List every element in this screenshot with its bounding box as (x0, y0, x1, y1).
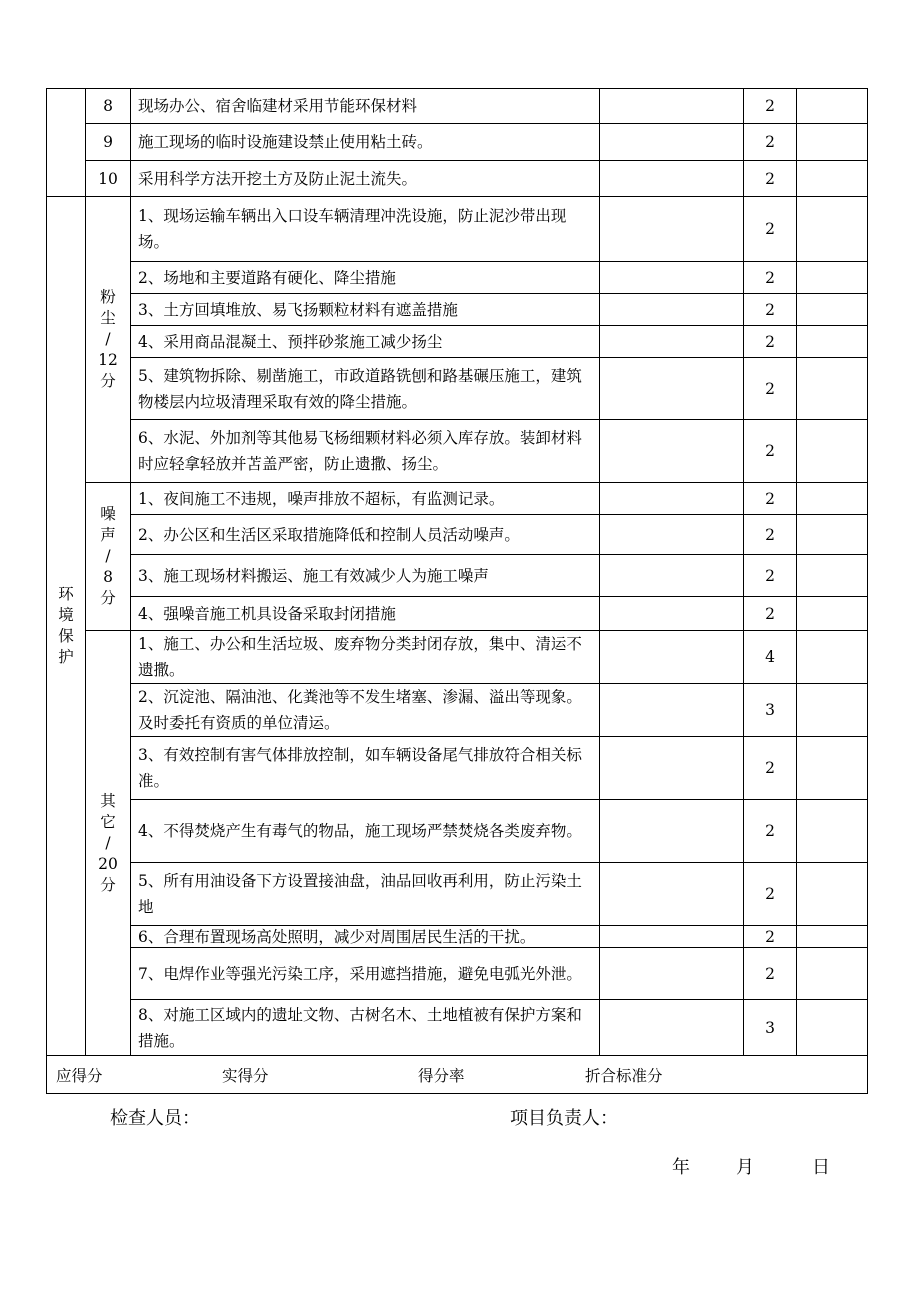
remark-cell (600, 597, 744, 631)
actual-score-cell (797, 483, 868, 515)
date-day-label: 日 (812, 1157, 830, 1178)
score-rate-label: 得分率 (418, 1066, 465, 1085)
inspector-signature-label: 检查人员： (110, 1108, 200, 1129)
remark-cell (600, 1000, 744, 1056)
table-row (47, 631, 868, 684)
item-score: 2 (744, 597, 797, 631)
remark-cell (600, 800, 744, 863)
item-text: 1、现场运输车辆出入口设车辆清理冲洗设施，防止泥沙带出现场。 (131, 197, 600, 262)
item-text: 5、建筑物拆除、剔凿施工，市政道路铣刨和路基碾压施工，建筑物楼层内垃圾清理采取有效的降尘措施。 (131, 358, 600, 420)
item-score: 2 (744, 420, 797, 483)
item-text: 现场办公、宿舍临建材采用节能环保材料 (131, 89, 600, 124)
actual-score-cell (797, 737, 868, 800)
remark-cell (600, 161, 744, 197)
table-row (47, 863, 868, 926)
actual-score-cell (797, 948, 868, 1000)
item-score: 2 (744, 948, 797, 1000)
table-row (47, 262, 868, 294)
summary-row (47, 1056, 868, 1094)
item-score: 2 (744, 294, 797, 326)
item-text: 2、沉淀池、隔油池、化粪池等不发生堵塞、渗漏、溢出等现象。及时委托有资质的单位清运。 (131, 684, 600, 737)
table-row (47, 515, 868, 555)
actual-score-cell (797, 326, 868, 358)
table-row (47, 89, 868, 124)
item-score: 2 (744, 483, 797, 515)
group-label-other: 其 它 / 20 分 (86, 631, 131, 1056)
item-score: 3 (744, 684, 797, 737)
remark-cell (600, 262, 744, 294)
remark-cell (600, 948, 744, 1000)
actual-score-cell (797, 262, 868, 294)
item-score: 2 (744, 358, 797, 420)
item-score: 2 (744, 89, 797, 124)
actual-score-cell (797, 926, 868, 948)
table-row (47, 197, 868, 262)
item-text: 2、场地和主要道路有硬化、降尘措施 (131, 262, 600, 294)
item-score: 4 (744, 631, 797, 684)
actual-score-cell (797, 294, 868, 326)
inspection-table (46, 88, 868, 1094)
item-number: 8 (86, 89, 131, 124)
item-number: 9 (86, 124, 131, 161)
table-row (47, 555, 868, 597)
remark-cell (600, 197, 744, 262)
item-text: 7、电焊作业等强光污染工序，采用遮挡措施，避免电弧光外泄。 (131, 948, 600, 1000)
table-row (47, 948, 868, 1000)
item-text: 3、土方回填堆放、易飞扬颗粒材料有遮盖措施 (131, 294, 600, 326)
item-text: 6、水泥、外加剂等其他易飞杨细颗材料必须入库存放。装卸材料时应轻拿轻放并苫盖严密，防止遗撒、扬尘。 (131, 420, 600, 483)
actual-score-cell (797, 597, 868, 631)
table-row (47, 294, 868, 326)
item-score: 2 (744, 161, 797, 197)
actual-score-cell (797, 800, 868, 863)
table-row (47, 483, 868, 515)
table-row (47, 326, 868, 358)
blank-section-cell (47, 89, 86, 197)
converted-score-label: 折合标准分 (585, 1066, 663, 1085)
table-row (47, 684, 868, 737)
due-score-label: 应得分 (56, 1066, 103, 1085)
remark-cell (600, 294, 744, 326)
actual-score-cell (797, 631, 868, 684)
table-row (47, 597, 868, 631)
actual-score-cell (797, 161, 868, 197)
actual-score-cell (797, 358, 868, 420)
item-score: 2 (744, 737, 797, 800)
actual-score-cell (797, 1000, 868, 1056)
actual-score-cell (797, 124, 868, 161)
actual-score-cell (797, 684, 868, 737)
remark-cell (600, 124, 744, 161)
item-score: 3 (744, 1000, 797, 1056)
item-text: 施工现场的临时设施建设禁止使用粘土砖。 (131, 124, 600, 161)
actual-score-label: 实得分 (222, 1066, 269, 1085)
actual-score-cell (797, 863, 868, 926)
remark-cell (600, 515, 744, 555)
remark-cell (600, 737, 744, 800)
actual-score-cell (797, 420, 868, 483)
remark-cell (600, 555, 744, 597)
group-label-dust: 粉 尘 / 12 分 (86, 197, 131, 483)
item-text: 4、采用商品混凝土、预拌砂浆施工减少扬尘 (131, 326, 600, 358)
item-score: 2 (744, 863, 797, 926)
item-score: 2 (744, 124, 797, 161)
item-text: 3、有效控制有害气体排放控制，如车辆设备尾气排放符合相关标准。 (131, 737, 600, 800)
actual-score-cell (797, 197, 868, 262)
remark-cell (600, 863, 744, 926)
remark-cell (600, 420, 744, 483)
date-year-label: 年 (672, 1157, 690, 1178)
item-score: 2 (744, 800, 797, 863)
remark-cell (600, 358, 744, 420)
item-number: 10 (86, 161, 131, 197)
item-text: 4、强噪音施工机具设备采取封闭措施 (131, 597, 600, 631)
item-text: 4、不得焚烧产生有毒气的物品，施工现场严禁焚烧各类废弃物。 (131, 800, 600, 863)
table-row (47, 737, 868, 800)
item-text: 1、夜间施工不违规，噪声排放不超标，有监测记录。 (131, 483, 600, 515)
project-lead-signature-label: 项目负责人： (510, 1108, 618, 1129)
item-score: 2 (744, 926, 797, 948)
item-score: 2 (744, 515, 797, 555)
item-text: 1、施工、办公和生活垃圾、废弃物分类封闭存放，集中、清运不遗撒。 (131, 631, 600, 684)
table-row (47, 124, 868, 161)
table-row (47, 358, 868, 420)
item-score: 2 (744, 326, 797, 358)
item-text: 8、对施工区域内的遗址文物、古树名木、土地植被有保护方案和措施。 (131, 1000, 600, 1056)
item-score: 2 (744, 197, 797, 262)
section-label-environment: 环 境 保 护 (47, 197, 86, 1056)
item-text: 5、所有用油设备下方设置接油盘，油品回收再利用，防止污染土地 (131, 863, 600, 926)
summary-cell (47, 1056, 868, 1094)
table-row (47, 1000, 868, 1056)
item-score: 2 (744, 262, 797, 294)
date-month-label: 月 (736, 1157, 754, 1178)
item-score: 2 (744, 555, 797, 597)
actual-score-cell (797, 89, 868, 124)
remark-cell (600, 926, 744, 948)
item-text: 6、合理布置现场高处照明，减少对周围居民生活的干扰。 (131, 926, 600, 948)
item-text: 采用科学方法开挖土方及防止泥土流失。 (131, 161, 600, 197)
remark-cell (600, 483, 744, 515)
actual-score-cell (797, 515, 868, 555)
remark-cell (600, 326, 744, 358)
item-text: 3、施工现场材料搬运、施工有效减少人为施工噪声 (131, 555, 600, 597)
table-row (47, 926, 868, 948)
remark-cell (600, 684, 744, 737)
table-row (47, 420, 868, 483)
item-text: 2、办公区和生活区采取措施降低和控制人员活动噪声。 (131, 515, 600, 555)
remark-cell (600, 631, 744, 684)
table-row (47, 161, 868, 197)
group-label-noise: 噪 声 / 8 分 (86, 483, 131, 631)
remark-cell (600, 89, 744, 124)
table-row (47, 800, 868, 863)
actual-score-cell (797, 555, 868, 597)
